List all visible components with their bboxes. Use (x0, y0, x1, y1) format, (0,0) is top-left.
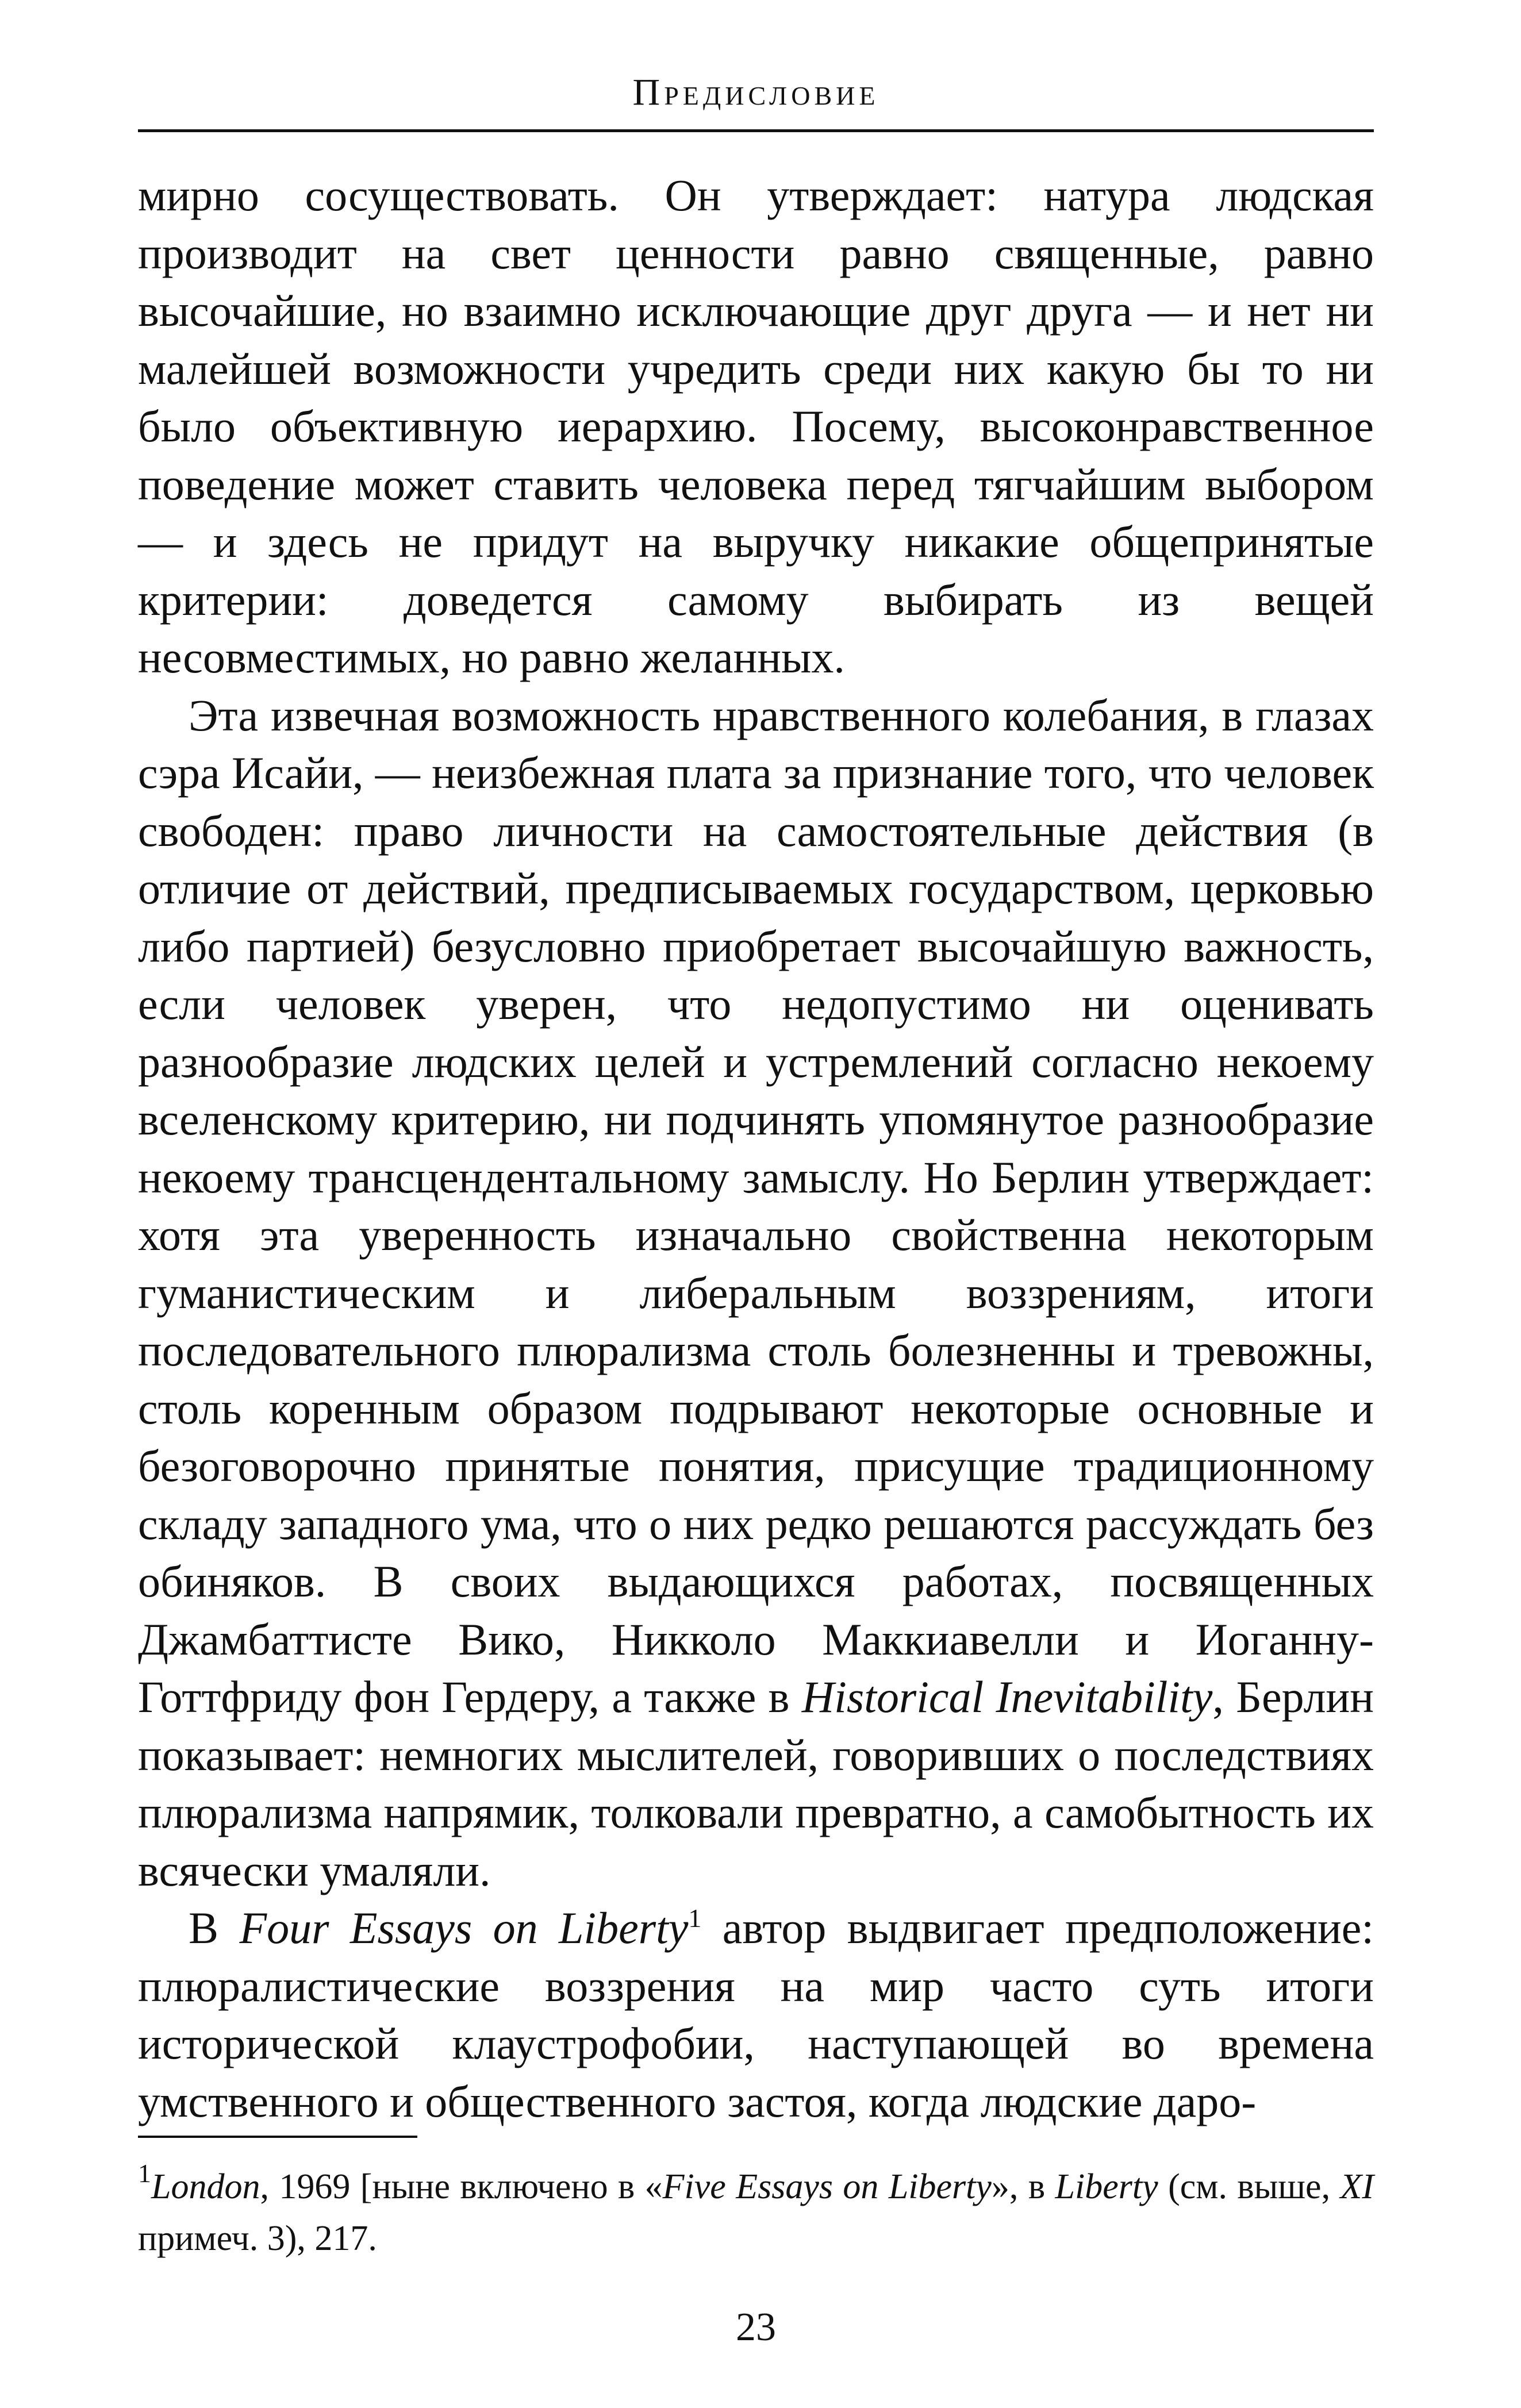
footnote-place: London (151, 2167, 260, 2206)
footnote-text-2: », в (991, 2167, 1046, 2206)
footnote-marker: 1 (138, 2159, 151, 2188)
paragraph-3 (138, 1899, 1374, 2130)
paragraph-2-text-before: Эта извечная возможность нравственного колебания, в глазах сэра Исайи, — неизбежная плата за признание того, что человек свободен: право личности на самостоятельные действия (в отличие от действий, предписываемых государством, церковью либо партией) безусловно приобретает высочайшую важность, если человек уверен, что недопустимо ни оценивать разнообразие людских целей и устремлений согласно некоему вселенскому критерию, ни подчинять упомянутое разнообразие некоему трансцендентальному замыслу. Но Берлин утверждает: хотя эта уверенность изначально свойственна некоторым гуманистическим и либеральным воззрениям, итоги последовательного плюрализма столь болезненны и тревожны, столь коренным образом подрывают некоторые основные и безоговорочно принятые понятия, присущие традиционному складу западного ума, что о них редко решаются рассуждать без обиняков. В своих выдающихся работах, посвященных Джамбаттисте Вико, Никколо Маккиавелли и Иоганну-Готтфриду фон Гердеру, а также в (138, 690, 1374, 1722)
paragraph-3-text-before: В (189, 1903, 219, 1953)
paragraph-1: мирно сосуществовать. Он утверждает: натура людская производит на свет ценности равно священные, равно высочайшие, но взаимно исключающие друг друга — и нет ни малейшей возможности учредить среди них какую бы то ни было объективную иерархию. Посему, высоконравственное поведение может ставить человека перед тягчайшим выбором — и здесь не придут на выручку никакие общепринятые критерии: доведется самому выбирать из вещей несовместимых, но равно желанных. (138, 170, 1374, 682)
footnote-text-1: , 1969 [ныне включено в « (260, 2167, 663, 2206)
paragraph-3-text-after: автор выдвигает предположение: плюралистические воззрения на мир часто суть итоги исторической клаустрофобии, наступающей во времена умственного и общественного застоя, когда людские даро- (138, 1903, 1374, 2126)
page-number: 23 (736, 2305, 776, 2349)
footnote-roman-numeral: XI (1340, 2167, 1374, 2206)
footnote-text-4: примеч. 3), 217. (138, 2219, 377, 2258)
italic-title-historical-inevitability: Historical Inevitability (801, 1672, 1213, 1722)
paragraph-2-text-after: , Берлин показывает: немногих мыслителей, говоривших о последствиях плюрализма напрямик, толковали превратно, а самобытность их всячески умаляли. (138, 1672, 1374, 1895)
header-rule (138, 129, 1374, 132)
italic-title-four-essays: Four Essays on Liberty (239, 1903, 689, 1953)
footnote (138, 2161, 1374, 2264)
running-head: Предисловие (632, 71, 879, 113)
footnote-reference: 1 (688, 1903, 702, 1933)
footnote-title-liberty: Liberty (1055, 2167, 1158, 2206)
body-text (138, 167, 1374, 2130)
footnote-text-3: (см. выше, (1168, 2167, 1331, 2206)
paragraph-2 (138, 687, 1374, 1900)
footnote-title-five-essays: Five Essays on Liberty (662, 2167, 992, 2206)
footnote-rule (138, 2136, 417, 2138)
